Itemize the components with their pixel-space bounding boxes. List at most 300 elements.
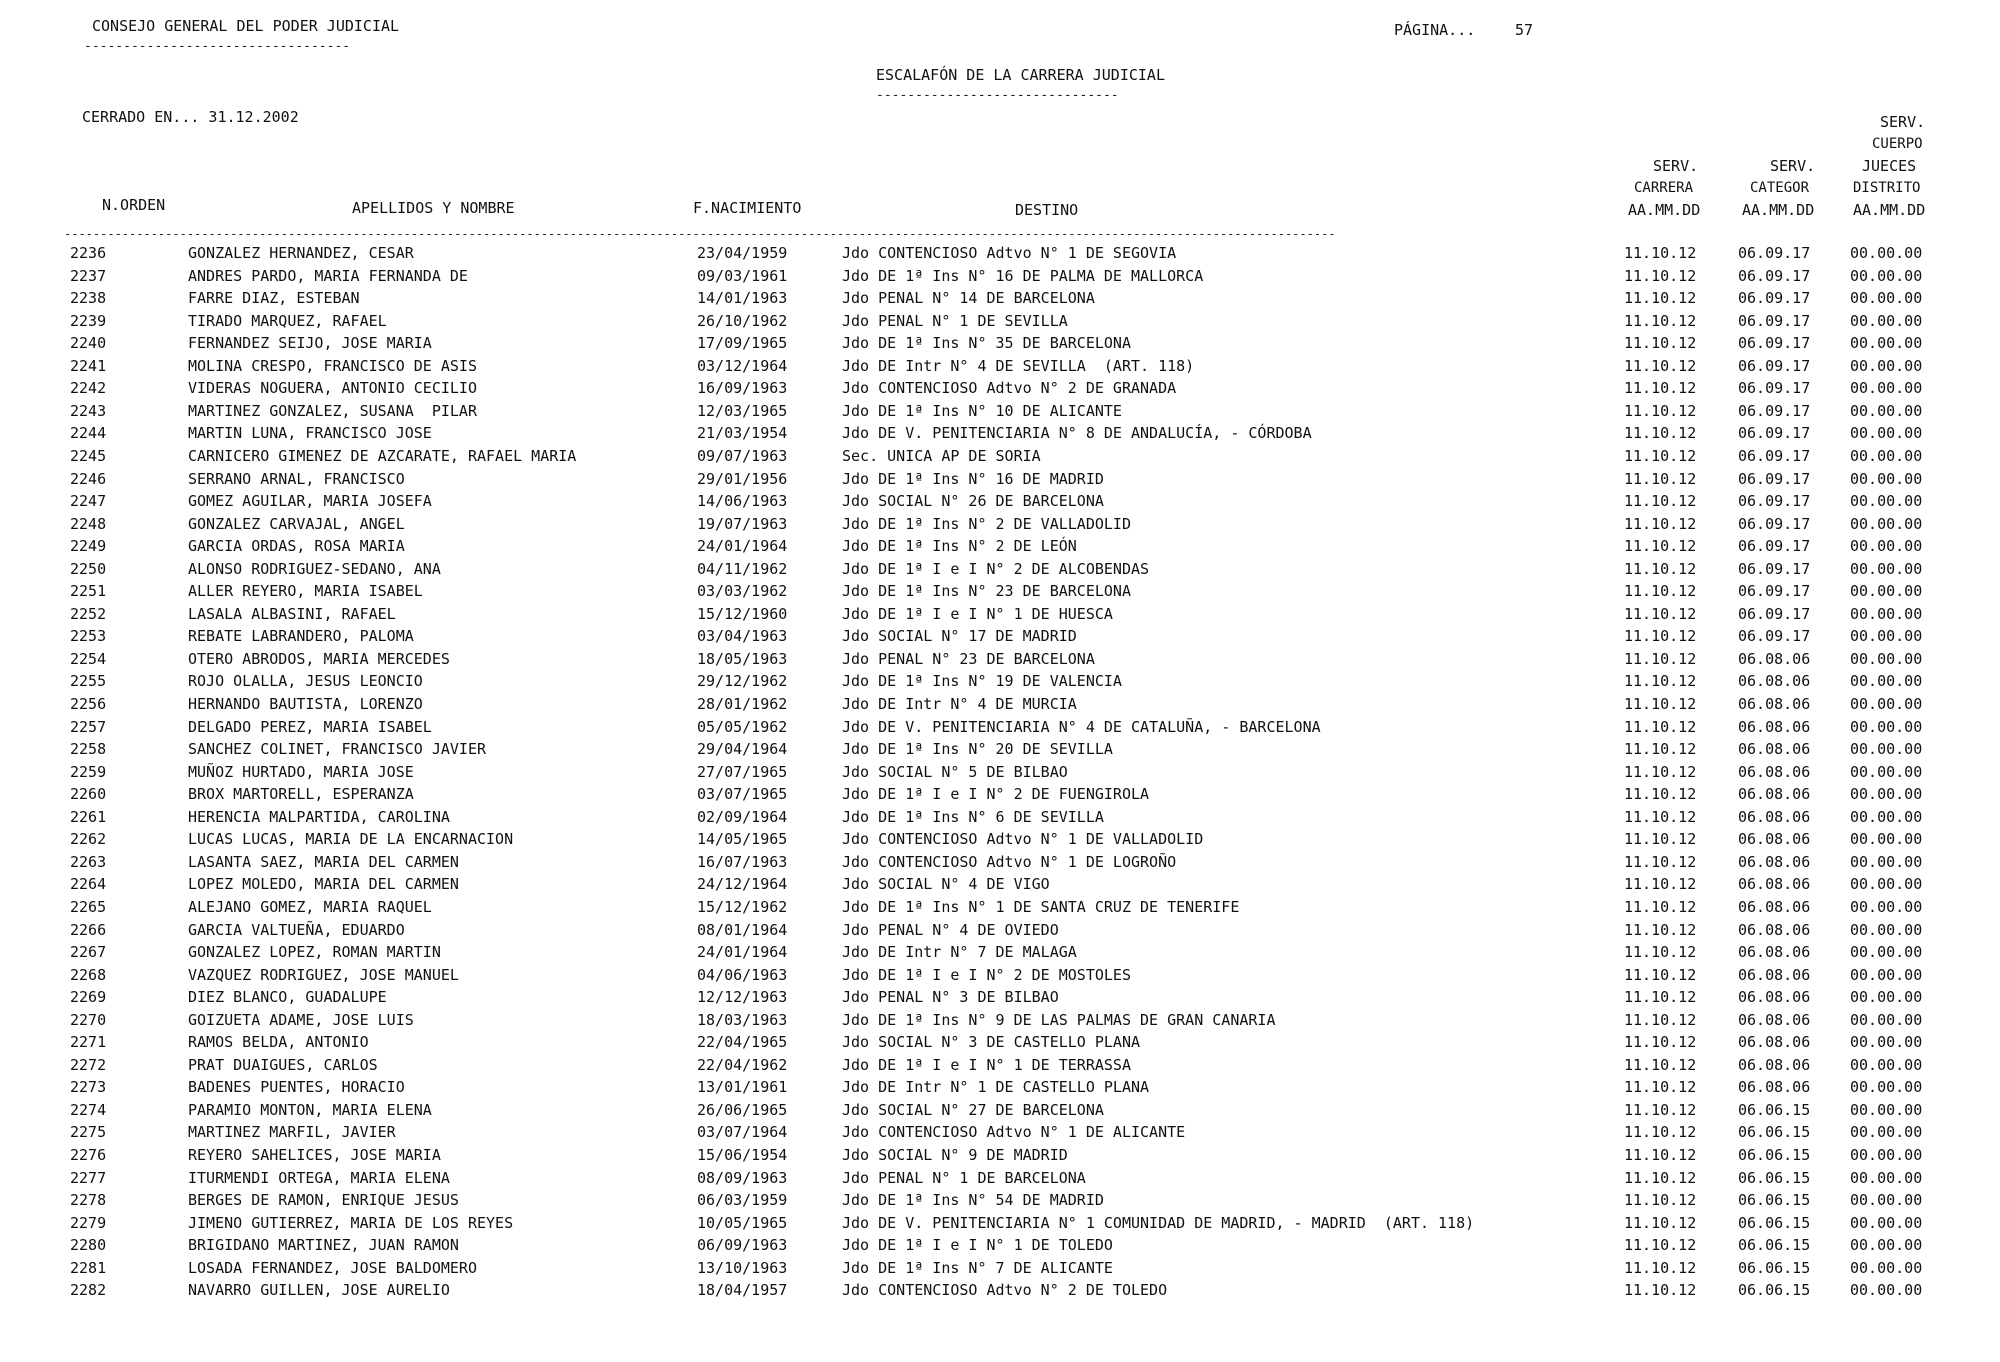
table-row — [0, 898, 2000, 920]
cell-serv-jueces: 00.00.00 — [1850, 988, 1923, 1006]
cell-serv-carrera: 11.10.12 — [1624, 357, 1697, 375]
cell-serv-categor: 06.08.06 — [1738, 921, 1811, 939]
cell-serv-carrera: 11.10.12 — [1624, 402, 1697, 420]
cell-serv-categor: 06.06.15 — [1738, 1214, 1811, 1232]
cell-destino: Sec. UNICA AP DE SORIA — [842, 447, 1041, 465]
cell-serv-carrera: 11.10.12 — [1624, 830, 1697, 848]
cell-serv-categor: 06.09.17 — [1738, 379, 1811, 397]
cell-orden: 2272 — [70, 1056, 107, 1074]
cell-serv-categor: 06.09.17 — [1738, 492, 1811, 510]
cell-destino: Jdo DE 1ª I e I N° 1 DE TOLEDO — [842, 1236, 1113, 1254]
cell-serv-categor: 06.08.06 — [1738, 785, 1811, 803]
cell-serv-jueces: 00.00.00 — [1850, 334, 1923, 352]
cell-serv-carrera: 11.10.12 — [1624, 379, 1697, 397]
table-row — [0, 1236, 2000, 1258]
cell-nombre: CARNICERO GIMENEZ DE AZCARATE, RAFAEL MARIA — [188, 447, 577, 465]
cell-orden: 2274 — [70, 1101, 107, 1119]
cell-serv-carrera: 11.10.12 — [1624, 267, 1697, 285]
cell-nombre: GONZALEZ CARVAJAL, ANGEL — [188, 515, 405, 533]
cell-destino: Jdo DE 1ª Ins N° 23 DE BARCELONA — [842, 582, 1131, 600]
cell-nombre: ALONSO RODRIGUEZ-SEDANO, ANA — [188, 560, 441, 578]
column-header-nacimiento: F.NACIMIENTO — [693, 199, 802, 217]
cell-nombre: TIRADO MARQUEZ, RAFAEL — [188, 312, 387, 330]
table-row — [0, 875, 2000, 897]
cell-serv-jueces: 00.00.00 — [1850, 695, 1923, 713]
table-row — [0, 1101, 2000, 1123]
cell-serv-jueces: 00.00.00 — [1850, 515, 1923, 533]
cell-orden: 2276 — [70, 1146, 107, 1164]
cell-destino: Jdo DE 1ª Ins N° 35 DE BARCELONA — [842, 334, 1131, 352]
closing-date: CERRADO EN... 31.12.2002 — [82, 108, 299, 126]
cell-fecha-nacimiento: 21/03/1954 — [697, 424, 788, 442]
table-row — [0, 1259, 2000, 1281]
column-header-carrera-3: AA.MM.DD — [1628, 201, 1701, 219]
cell-nombre: BRIGIDANO MARTINEZ, JUAN RAMON — [188, 1236, 459, 1254]
cell-orden: 2247 — [70, 492, 107, 510]
cell-destino: Jdo PENAL N° 4 DE OVIEDO — [842, 921, 1059, 939]
cell-orden: 2271 — [70, 1033, 107, 1051]
table-row — [0, 244, 2000, 266]
table-row — [0, 1169, 2000, 1191]
cell-serv-carrera: 11.10.12 — [1624, 988, 1697, 1006]
column-header-orden: N.ORDEN — [102, 196, 166, 214]
cell-serv-carrera: 11.10.12 — [1624, 312, 1697, 330]
cell-serv-jueces: 00.00.00 — [1850, 853, 1923, 871]
cell-serv-categor: 06.09.17 — [1738, 627, 1811, 645]
cell-nombre: BROX MARTORELL, ESPERANZA — [188, 785, 414, 803]
cell-serv-categor: 06.09.17 — [1738, 334, 1811, 352]
cell-orden: 2241 — [70, 357, 107, 375]
table-row — [0, 357, 2000, 379]
cell-serv-carrera: 11.10.12 — [1624, 447, 1697, 465]
cell-serv-categor: 06.09.17 — [1738, 312, 1811, 330]
cell-orden: 2266 — [70, 921, 107, 939]
cell-serv-carrera: 11.10.12 — [1624, 943, 1697, 961]
cell-fecha-nacimiento: 13/01/1961 — [697, 1078, 788, 1096]
cell-orden: 2253 — [70, 627, 107, 645]
cell-destino: Jdo PENAL N° 1 DE SEVILLA — [842, 312, 1068, 330]
cell-fecha-nacimiento: 02/09/1964 — [697, 808, 788, 826]
cell-destino: Jdo SOCIAL N° 17 DE MADRID — [842, 627, 1077, 645]
cell-nombre: RAMOS BELDA, ANTONIO — [188, 1033, 369, 1051]
cell-destino: Jdo DE Intr N° 4 DE SEVILLA (ART. 118) — [842, 357, 1195, 375]
cell-destino: Jdo DE Intr N° 1 DE CASTELLO PLANA — [842, 1078, 1150, 1096]
cell-orden: 2240 — [70, 334, 107, 352]
cell-orden: 2258 — [70, 740, 107, 758]
cell-destino: Jdo SOCIAL N° 4 DE VIGO — [842, 875, 1050, 893]
cell-serv-categor: 06.08.06 — [1738, 1011, 1811, 1029]
table-row — [0, 718, 2000, 740]
cell-serv-jueces: 00.00.00 — [1850, 718, 1923, 736]
cell-orden: 2236 — [70, 244, 107, 262]
cell-fecha-nacimiento: 09/07/1963 — [697, 447, 788, 465]
cell-fecha-nacimiento: 26/10/1962 — [697, 312, 788, 330]
table-row — [0, 1078, 2000, 1100]
cell-orden: 2282 — [70, 1281, 107, 1299]
cell-nombre: MARTIN LUNA, FRANCISCO JOSE — [188, 424, 432, 442]
cell-orden: 2260 — [70, 785, 107, 803]
cell-nombre: REYERO SAHELICES, JOSE MARIA — [188, 1146, 441, 1164]
cell-fecha-nacimiento: 06/03/1959 — [697, 1191, 788, 1209]
table-row — [0, 650, 2000, 672]
cell-serv-jueces: 00.00.00 — [1850, 1078, 1923, 1096]
table-row — [0, 808, 2000, 830]
cell-destino: Jdo DE V. PENITENCIARIA N° 8 DE ANDALUCÍA, - CÓRDOBA — [842, 424, 1312, 442]
column-header-jueces-4: DISTRITO — [1853, 180, 1921, 196]
cell-destino: Jdo DE 1ª Ins N° 19 DE VALENCIA — [842, 672, 1122, 690]
cell-fecha-nacimiento: 18/05/1963 — [697, 650, 788, 668]
cell-serv-carrera: 11.10.12 — [1624, 470, 1697, 488]
cell-fecha-nacimiento: 26/06/1965 — [697, 1101, 788, 1119]
cell-serv-jueces: 00.00.00 — [1850, 244, 1923, 262]
cell-serv-jueces: 00.00.00 — [1850, 1214, 1923, 1232]
cell-fecha-nacimiento: 22/04/1965 — [697, 1033, 788, 1051]
cell-fecha-nacimiento: 16/09/1963 — [697, 379, 788, 397]
cell-serv-carrera: 11.10.12 — [1624, 1191, 1697, 1209]
title-underline: ------------------------------- — [876, 88, 1119, 103]
cell-fecha-nacimiento: 03/04/1963 — [697, 627, 788, 645]
cell-serv-categor: 06.08.06 — [1738, 650, 1811, 668]
cell-nombre: MUÑOZ HURTADO, MARIA JOSE — [188, 763, 414, 781]
cell-serv-carrera: 11.10.12 — [1624, 537, 1697, 555]
cell-serv-categor: 06.08.06 — [1738, 966, 1811, 984]
table-row — [0, 267, 2000, 289]
table-row — [0, 921, 2000, 943]
cell-nombre: PARAMIO MONTON, MARIA ELENA — [188, 1101, 432, 1119]
cell-serv-jueces: 00.00.00 — [1850, 1236, 1923, 1254]
cell-serv-carrera: 11.10.12 — [1624, 244, 1697, 262]
cell-orden: 2249 — [70, 537, 107, 555]
table-row — [0, 289, 2000, 311]
cell-serv-categor: 06.08.06 — [1738, 830, 1811, 848]
column-header-destino: DESTINO — [1015, 201, 1079, 219]
cell-fecha-nacimiento: 29/12/1962 — [697, 672, 788, 690]
cell-serv-carrera: 11.10.12 — [1624, 808, 1697, 826]
cell-nombre: GONZALEZ HERNANDEZ, CESAR — [188, 244, 414, 262]
cell-fecha-nacimiento: 27/07/1965 — [697, 763, 788, 781]
cell-fecha-nacimiento: 19/07/1963 — [697, 515, 788, 533]
cell-serv-categor: 06.09.17 — [1738, 605, 1811, 623]
cell-serv-jueces: 00.00.00 — [1850, 763, 1923, 781]
cell-orden: 2269 — [70, 988, 107, 1006]
cell-serv-carrera: 11.10.12 — [1624, 424, 1697, 442]
cell-nombre: GOMEZ AGUILAR, MARIA JOSEFA — [188, 492, 432, 510]
cell-destino: Jdo DE 1ª I e I N° 1 DE TERRASSA — [842, 1056, 1131, 1074]
cell-serv-jueces: 00.00.00 — [1850, 560, 1923, 578]
cell-nombre: ALEJANO GOMEZ, MARIA RAQUEL — [188, 898, 432, 916]
cell-fecha-nacimiento: 09/03/1961 — [697, 267, 788, 285]
cell-serv-carrera: 11.10.12 — [1624, 740, 1697, 758]
cell-orden: 2281 — [70, 1259, 107, 1277]
cell-nombre: BADENES PUENTES, HORACIO — [188, 1078, 405, 1096]
cell-destino: Jdo DE 1ª Ins N° 9 DE LAS PALMAS DE GRAN CANARIA — [842, 1011, 1276, 1029]
cell-destino: Jdo SOCIAL N° 9 DE MADRID — [842, 1146, 1068, 1164]
cell-nombre: LUCAS LUCAS, MARIA DE LA ENCARNACION — [188, 830, 514, 848]
column-header-carrera-1: SERV. — [1653, 157, 1699, 175]
cell-serv-categor: 06.08.06 — [1738, 988, 1811, 1006]
table-row — [0, 447, 2000, 469]
cell-nombre: DELGADO PEREZ, MARIA ISABEL — [188, 718, 432, 736]
cell-serv-categor: 06.06.15 — [1738, 1101, 1811, 1119]
table-row — [0, 1033, 2000, 1055]
cell-destino: Jdo PENAL N° 23 DE BARCELONA — [842, 650, 1095, 668]
cell-destino: Jdo CONTENCIOSO Adtvo N° 1 DE VALLADOLID — [842, 830, 1204, 848]
table-row — [0, 582, 2000, 604]
cell-serv-jueces: 00.00.00 — [1850, 492, 1923, 510]
cell-nombre: GARCIA VALTUEÑA, EDUARDO — [188, 921, 405, 939]
cell-serv-carrera: 11.10.12 — [1624, 1146, 1697, 1164]
cell-fecha-nacimiento: 14/05/1965 — [697, 830, 788, 848]
cell-serv-categor: 06.06.15 — [1738, 1146, 1811, 1164]
cell-fecha-nacimiento: 29/04/1964 — [697, 740, 788, 758]
cell-destino: Jdo SOCIAL N° 26 DE BARCELONA — [842, 492, 1104, 510]
cell-serv-jueces: 00.00.00 — [1850, 537, 1923, 555]
cell-orden: 2268 — [70, 966, 107, 984]
table-row — [0, 379, 2000, 401]
cell-nombre: VAZQUEZ RODRIGUEZ, JOSE MANUEL — [188, 966, 459, 984]
cell-orden: 2264 — [70, 875, 107, 893]
cell-fecha-nacimiento: 14/06/1963 — [697, 492, 788, 510]
table-row — [0, 1011, 2000, 1033]
cell-orden: 2277 — [70, 1169, 107, 1187]
cell-serv-jueces: 00.00.00 — [1850, 1281, 1923, 1299]
cell-serv-categor: 06.08.06 — [1738, 943, 1811, 961]
cell-nombre: JIMENO GUTIERREZ, MARIA DE LOS REYES — [188, 1214, 514, 1232]
cell-serv-carrera: 11.10.12 — [1624, 1259, 1697, 1277]
cell-destino: Jdo CONTENCIOSO Adtvo N° 2 DE GRANADA — [842, 379, 1177, 397]
cell-destino: Jdo DE V. PENITENCIARIA N° 1 COMUNIDAD DE MADRID, - MADRID (ART. 118) — [842, 1214, 1475, 1232]
cell-serv-categor: 06.08.06 — [1738, 695, 1811, 713]
table-row — [0, 605, 2000, 627]
cell-nombre: PRAT DUAIGUES, CARLOS — [188, 1056, 378, 1074]
cell-fecha-nacimiento: 04/06/1963 — [697, 966, 788, 984]
cell-serv-carrera: 11.10.12 — [1624, 763, 1697, 781]
cell-serv-carrera: 11.10.12 — [1624, 650, 1697, 668]
cell-orden: 2265 — [70, 898, 107, 916]
cell-serv-jueces: 00.00.00 — [1850, 898, 1923, 916]
cell-nombre: SERRANO ARNAL, FRANCISCO — [188, 470, 405, 488]
cell-serv-carrera: 11.10.12 — [1624, 1214, 1697, 1232]
cell-serv-carrera: 11.10.12 — [1624, 1033, 1697, 1051]
cell-serv-carrera: 11.10.12 — [1624, 1281, 1697, 1299]
cell-fecha-nacimiento: 06/09/1963 — [697, 1236, 788, 1254]
column-header-carrera-2: CARRERA — [1634, 180, 1694, 196]
cell-serv-categor: 06.06.15 — [1738, 1169, 1811, 1187]
cell-fecha-nacimiento: 22/04/1962 — [697, 1056, 788, 1074]
cell-serv-categor: 06.08.06 — [1738, 718, 1811, 736]
cell-nombre: VIDERAS NOGUERA, ANTONIO CECILIO — [188, 379, 477, 397]
table-row — [0, 627, 2000, 649]
cell-fecha-nacimiento: 13/10/1963 — [697, 1259, 788, 1277]
table-row — [0, 830, 2000, 852]
cell-destino: Jdo DE 1ª Ins N° 10 DE ALICANTE — [842, 402, 1122, 420]
column-header-categor-2: CATEGOR — [1750, 180, 1810, 196]
cell-nombre: GOIZUETA ADAME, JOSE LUIS — [188, 1011, 414, 1029]
cell-serv-carrera: 11.10.12 — [1624, 1056, 1697, 1074]
cell-serv-categor: 06.09.17 — [1738, 289, 1811, 307]
cell-serv-carrera: 11.10.12 — [1624, 695, 1697, 713]
cell-serv-jueces: 00.00.00 — [1850, 379, 1923, 397]
cell-nombre: LOPEZ MOLEDO, MARIA DEL CARMEN — [188, 875, 459, 893]
cell-serv-jueces: 00.00.00 — [1850, 1123, 1923, 1141]
cell-nombre: ROJO OLALLA, JESUS LEONCIO — [188, 672, 423, 690]
cell-fecha-nacimiento: 08/09/1963 — [697, 1169, 788, 1187]
cell-nombre: DIEZ BLANCO, GUADALUPE — [188, 988, 387, 1006]
column-header-jueces-2: CUERPO — [1872, 136, 1923, 152]
cell-serv-categor: 06.09.17 — [1738, 582, 1811, 600]
cell-destino: Jdo DE Intr N° 7 DE MALAGA — [842, 943, 1077, 961]
cell-serv-jueces: 00.00.00 — [1850, 1169, 1923, 1187]
cell-serv-categor: 06.09.17 — [1738, 267, 1811, 285]
cell-destino: Jdo SOCIAL N° 3 DE CASTELLO PLANA — [842, 1033, 1141, 1051]
cell-destino: Jdo PENAL N° 1 DE BARCELONA — [842, 1169, 1086, 1187]
cell-serv-jueces: 00.00.00 — [1850, 921, 1923, 939]
cell-serv-jueces: 00.00.00 — [1850, 650, 1923, 668]
cell-orden: 2242 — [70, 379, 107, 397]
cell-fecha-nacimiento: 15/12/1960 — [697, 605, 788, 623]
cell-serv-categor: 06.09.17 — [1738, 560, 1811, 578]
cell-orden: 2251 — [70, 582, 107, 600]
cell-nombre: GARCIA ORDAS, ROSA MARIA — [188, 537, 405, 555]
cell-destino: Jdo CONTENCIOSO Adtvo N° 1 DE ALICANTE — [842, 1123, 1186, 1141]
cell-fecha-nacimiento: 05/05/1962 — [697, 718, 788, 736]
table-row — [0, 763, 2000, 785]
cell-serv-jueces: 00.00.00 — [1850, 1101, 1923, 1119]
cell-serv-jueces: 00.00.00 — [1850, 402, 1923, 420]
cell-destino: Jdo DE 1ª I e I N° 2 DE MOSTOLES — [842, 966, 1131, 984]
cell-serv-carrera: 11.10.12 — [1624, 289, 1697, 307]
table-row — [0, 740, 2000, 762]
cell-fecha-nacimiento: 16/07/1963 — [697, 853, 788, 871]
cell-serv-jueces: 00.00.00 — [1850, 312, 1923, 330]
cell-serv-categor: 06.09.17 — [1738, 515, 1811, 533]
cell-fecha-nacimiento: 04/11/1962 — [697, 560, 788, 578]
cell-nombre: MARTINEZ GONZALEZ, SUSANA PILAR — [188, 402, 477, 420]
cell-serv-jueces: 00.00.00 — [1850, 289, 1923, 307]
cell-orden: 2267 — [70, 943, 107, 961]
cell-serv-jueces: 00.00.00 — [1850, 582, 1923, 600]
column-header-jueces-3: JUECES — [1862, 157, 1917, 175]
page-number: 57 — [1515, 21, 1534, 39]
cell-serv-categor: 06.08.06 — [1738, 898, 1811, 916]
table-row — [0, 785, 2000, 807]
cell-serv-categor: 06.08.06 — [1738, 808, 1811, 826]
cell-destino: Jdo DE 1ª Ins N° 16 DE MADRID — [842, 470, 1104, 488]
cell-serv-categor: 06.09.17 — [1738, 244, 1811, 262]
cell-orden: 2243 — [70, 402, 107, 420]
cell-serv-carrera: 11.10.12 — [1624, 492, 1697, 510]
page-label: PÁGINA... — [1394, 21, 1476, 39]
cell-serv-categor: 06.06.15 — [1738, 1191, 1811, 1209]
cell-nombre: FERNANDEZ SEIJO, JOSE MARIA — [188, 334, 432, 352]
cell-orden: 2259 — [70, 763, 107, 781]
cell-orden: 2262 — [70, 830, 107, 848]
cell-fecha-nacimiento: 24/12/1964 — [697, 875, 788, 893]
cell-serv-jueces: 00.00.00 — [1850, 785, 1923, 803]
cell-orden: 2255 — [70, 672, 107, 690]
cell-serv-categor: 06.09.17 — [1738, 357, 1811, 375]
cell-serv-carrera: 11.10.12 — [1624, 921, 1697, 939]
cell-serv-jueces: 00.00.00 — [1850, 966, 1923, 984]
cell-serv-jueces: 00.00.00 — [1850, 875, 1923, 893]
cell-serv-carrera: 11.10.12 — [1624, 785, 1697, 803]
cell-nombre: MOLINA CRESPO, FRANCISCO DE ASIS — [188, 357, 477, 375]
cell-orden: 2254 — [70, 650, 107, 668]
cell-serv-jueces: 00.00.00 — [1850, 808, 1923, 826]
cell-orden: 2270 — [70, 1011, 107, 1029]
cell-serv-carrera: 11.10.12 — [1624, 898, 1697, 916]
cell-destino: Jdo DE 1ª I e I N° 2 DE ALCOBENDAS — [842, 560, 1150, 578]
table-row — [0, 943, 2000, 965]
cell-orden: 2237 — [70, 267, 107, 285]
cell-serv-carrera: 11.10.12 — [1624, 515, 1697, 533]
cell-serv-jueces: 00.00.00 — [1850, 1011, 1923, 1029]
cell-serv-carrera: 11.10.12 — [1624, 560, 1697, 578]
table-row — [0, 560, 2000, 582]
cell-serv-categor: 06.08.06 — [1738, 1033, 1811, 1051]
cell-fecha-nacimiento: 28/01/1962 — [697, 695, 788, 713]
cell-nombre: BERGES DE RAMON, ENRIQUE JESUS — [188, 1191, 459, 1209]
cell-fecha-nacimiento: 24/01/1964 — [697, 537, 788, 555]
cell-orden: 2250 — [70, 560, 107, 578]
cell-orden: 2252 — [70, 605, 107, 623]
cell-fecha-nacimiento: 03/03/1962 — [697, 582, 788, 600]
cell-orden: 2239 — [70, 312, 107, 330]
cell-serv-categor: 06.08.06 — [1738, 1056, 1811, 1074]
cell-serv-jueces: 00.00.00 — [1850, 1191, 1923, 1209]
cell-nombre: ITURMENDI ORTEGA, MARIA ELENA — [188, 1169, 450, 1187]
cell-destino: Jdo DE 1ª I e I N° 2 DE FUENGIROLA — [842, 785, 1150, 803]
document-title: ESCALAFÓN DE LA CARRERA JUDICIAL — [876, 66, 1165, 84]
table-row — [0, 424, 2000, 446]
cell-fecha-nacimiento: 10/05/1965 — [697, 1214, 788, 1232]
cell-serv-jueces: 00.00.00 — [1850, 943, 1923, 961]
cell-serv-categor: 06.06.15 — [1738, 1259, 1811, 1277]
cell-destino: Jdo CONTENCIOSO Adtvo N° 1 DE LOGROÑO — [842, 853, 1177, 871]
cell-fecha-nacimiento: 18/04/1957 — [697, 1281, 788, 1299]
cell-destino: Jdo DE 1ª Ins N° 2 DE LEÓN — [842, 537, 1077, 555]
cell-serv-categor: 06.08.06 — [1738, 875, 1811, 893]
cell-serv-categor: 06.09.17 — [1738, 447, 1811, 465]
cell-orden: 2279 — [70, 1214, 107, 1232]
cell-nombre: REBATE LABRANDERO, PALOMA — [188, 627, 414, 645]
cell-nombre: LOSADA FERNANDEZ, JOSE BALDOMERO — [188, 1259, 477, 1277]
cell-orden: 2261 — [70, 808, 107, 826]
cell-destino: Jdo DE 1ª Ins N° 20 DE SEVILLA — [842, 740, 1113, 758]
cell-destino: Jdo DE Intr N° 4 DE MURCIA — [842, 695, 1077, 713]
table-row — [0, 853, 2000, 875]
cell-destino: Jdo DE 1ª Ins N° 1 DE SANTA CRUZ DE TENERIFE — [842, 898, 1240, 916]
cell-destino: Jdo PENAL N° 3 DE BILBAO — [842, 988, 1059, 1006]
table-row — [0, 1214, 2000, 1236]
cell-orden: 2273 — [70, 1078, 107, 1096]
column-header-categor-1: SERV. — [1770, 157, 1816, 175]
cell-destino: Jdo SOCIAL N° 5 DE BILBAO — [842, 763, 1068, 781]
cell-nombre: NAVARRO GUILLEN, JOSE AURELIO — [188, 1281, 450, 1299]
cell-orden: 2245 — [70, 447, 107, 465]
cell-serv-carrera: 11.10.12 — [1624, 853, 1697, 871]
cell-destino: Jdo DE V. PENITENCIARIA N° 4 DE CATALUÑA, - BARCELONA — [842, 718, 1321, 736]
cell-fecha-nacimiento: 12/12/1963 — [697, 988, 788, 1006]
cell-serv-carrera: 11.10.12 — [1624, 334, 1697, 352]
table-row — [0, 1146, 2000, 1168]
cell-serv-carrera: 11.10.12 — [1624, 875, 1697, 893]
cell-serv-carrera: 11.10.12 — [1624, 582, 1697, 600]
cell-serv-categor: 06.08.06 — [1738, 672, 1811, 690]
organization-name: CONSEJO GENERAL DEL PODER JUDICIAL — [92, 17, 400, 35]
table-row — [0, 1056, 2000, 1078]
cell-fecha-nacimiento: 14/01/1963 — [697, 289, 788, 307]
